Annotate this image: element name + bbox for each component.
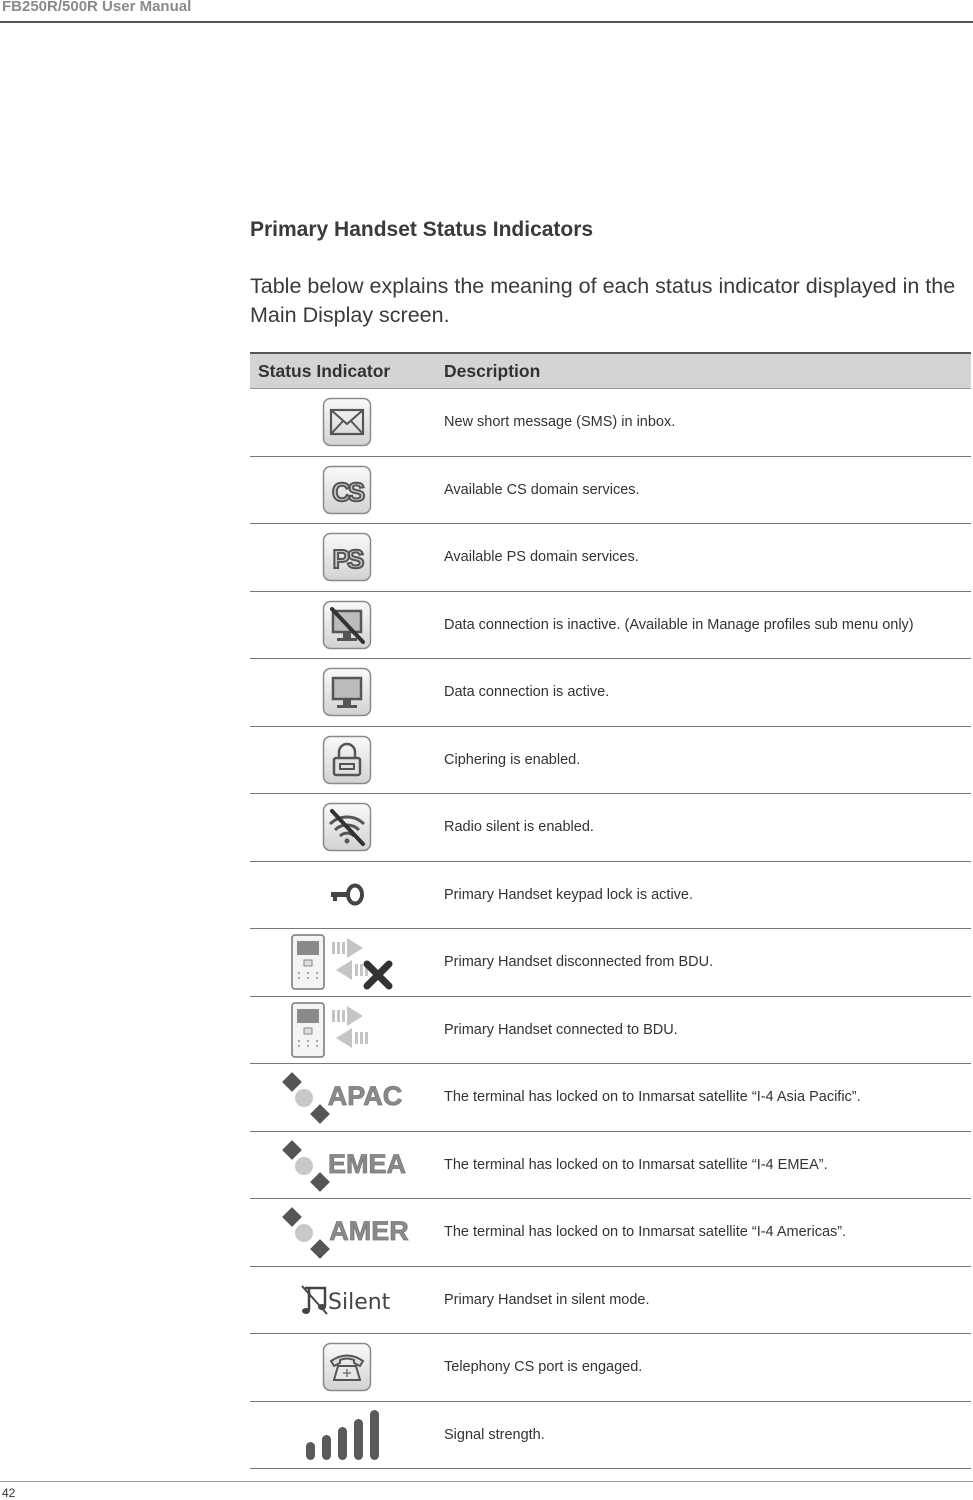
table-header-row: [250, 352, 971, 389]
row-description: The terminal has locked on to Inmarsat satellite “I-4 Asia Pacific”.: [444, 1089, 861, 1106]
table-row: [250, 524, 971, 592]
document-header-title: FB250R/500R User Manual: [2, 0, 192, 15]
row-description: Available CS domain services.: [444, 481, 640, 498]
table-row: [250, 1267, 971, 1335]
key-icon: [327, 880, 367, 910]
handset-disconnected-icon: [287, 932, 407, 992]
table-row: [250, 457, 971, 525]
column-header-indicator: Status Indicator: [258, 360, 391, 381]
radio-silent-icon: [322, 802, 372, 852]
row-description: Available PS domain services.: [444, 549, 639, 566]
satellite-emea-icon: [277, 1137, 417, 1193]
table-row: [250, 997, 971, 1065]
row-description: The terminal has locked on to Inmarsat satellite “I-4 EMEA”.: [444, 1156, 828, 1173]
table-row: [250, 794, 971, 862]
table-row: [250, 1402, 971, 1470]
table-row: [250, 659, 971, 727]
table-row: [250, 592, 971, 660]
row-description: Primary Handset disconnected from BDU.: [444, 954, 714, 971]
row-description: The terminal has locked on to Inmarsat satellite “I-4 Americas”.: [444, 1224, 847, 1241]
intro-paragraph: Table below explains the meaning of each status indicator displayed in the Main Display screen.: [250, 274, 956, 327]
telephone-icon: [322, 1342, 372, 1392]
row-description: Primary Handset in silent mode.: [444, 1291, 650, 1308]
envelope-icon: [322, 397, 372, 447]
table-row: [250, 1132, 971, 1200]
satellite-apac-icon: [277, 1069, 417, 1125]
row-description: Primary Handset keypad lock is active.: [444, 886, 694, 903]
row-description: Radio silent is enabled.: [444, 819, 594, 836]
satellite-apac-label: APAC: [327, 1081, 403, 1112]
ps-icon-label: PS: [332, 544, 362, 575]
ps-icon: [322, 532, 372, 582]
table-row: [250, 929, 971, 997]
table-row: [250, 389, 971, 457]
row-description: Data connection is inactive. (Available in Manage profiles sub menu only): [444, 616, 914, 633]
row-description: Telephony CS port is engaged.: [444, 1359, 643, 1376]
satellite-amer-icon: [277, 1204, 417, 1260]
table-row: [250, 862, 971, 930]
table-row: [250, 1334, 971, 1402]
signal-strength-icon: [302, 1408, 392, 1462]
row-description: Ciphering is enabled.: [444, 751, 581, 768]
table-row: [250, 1199, 971, 1267]
monitor-crossed-icon: [322, 600, 372, 650]
cs-icon: [322, 465, 372, 515]
status-indicator-table: [250, 352, 971, 1469]
satellite-amer-label: AMER: [329, 1216, 409, 1247]
table-row: [250, 1064, 971, 1132]
row-description: Data connection is active.: [444, 684, 610, 701]
row-description: Primary Handset connected to BDU.: [444, 1021, 678, 1038]
cs-icon-label: CS: [331, 476, 363, 507]
section-title: Primary Handset Status Indicators: [250, 218, 594, 241]
footer-divider: [0, 1481, 973, 1482]
header-divider: [0, 21, 973, 23]
satellite-emea-label: EMEA: [327, 1148, 407, 1179]
page-number: 42: [2, 1486, 16, 1500]
silent-icon: [297, 1282, 397, 1318]
monitor-icon: [322, 667, 372, 717]
row-description: Signal strength.: [444, 1426, 545, 1443]
silent-icon-label: Silent: [328, 1289, 391, 1315]
lock-icon: [322, 735, 372, 785]
handset-connected-icon: [287, 1000, 407, 1060]
table-row: [250, 727, 971, 795]
row-description: New short message (SMS) in inbox.: [444, 414, 676, 431]
column-header-description: Description: [444, 360, 541, 381]
